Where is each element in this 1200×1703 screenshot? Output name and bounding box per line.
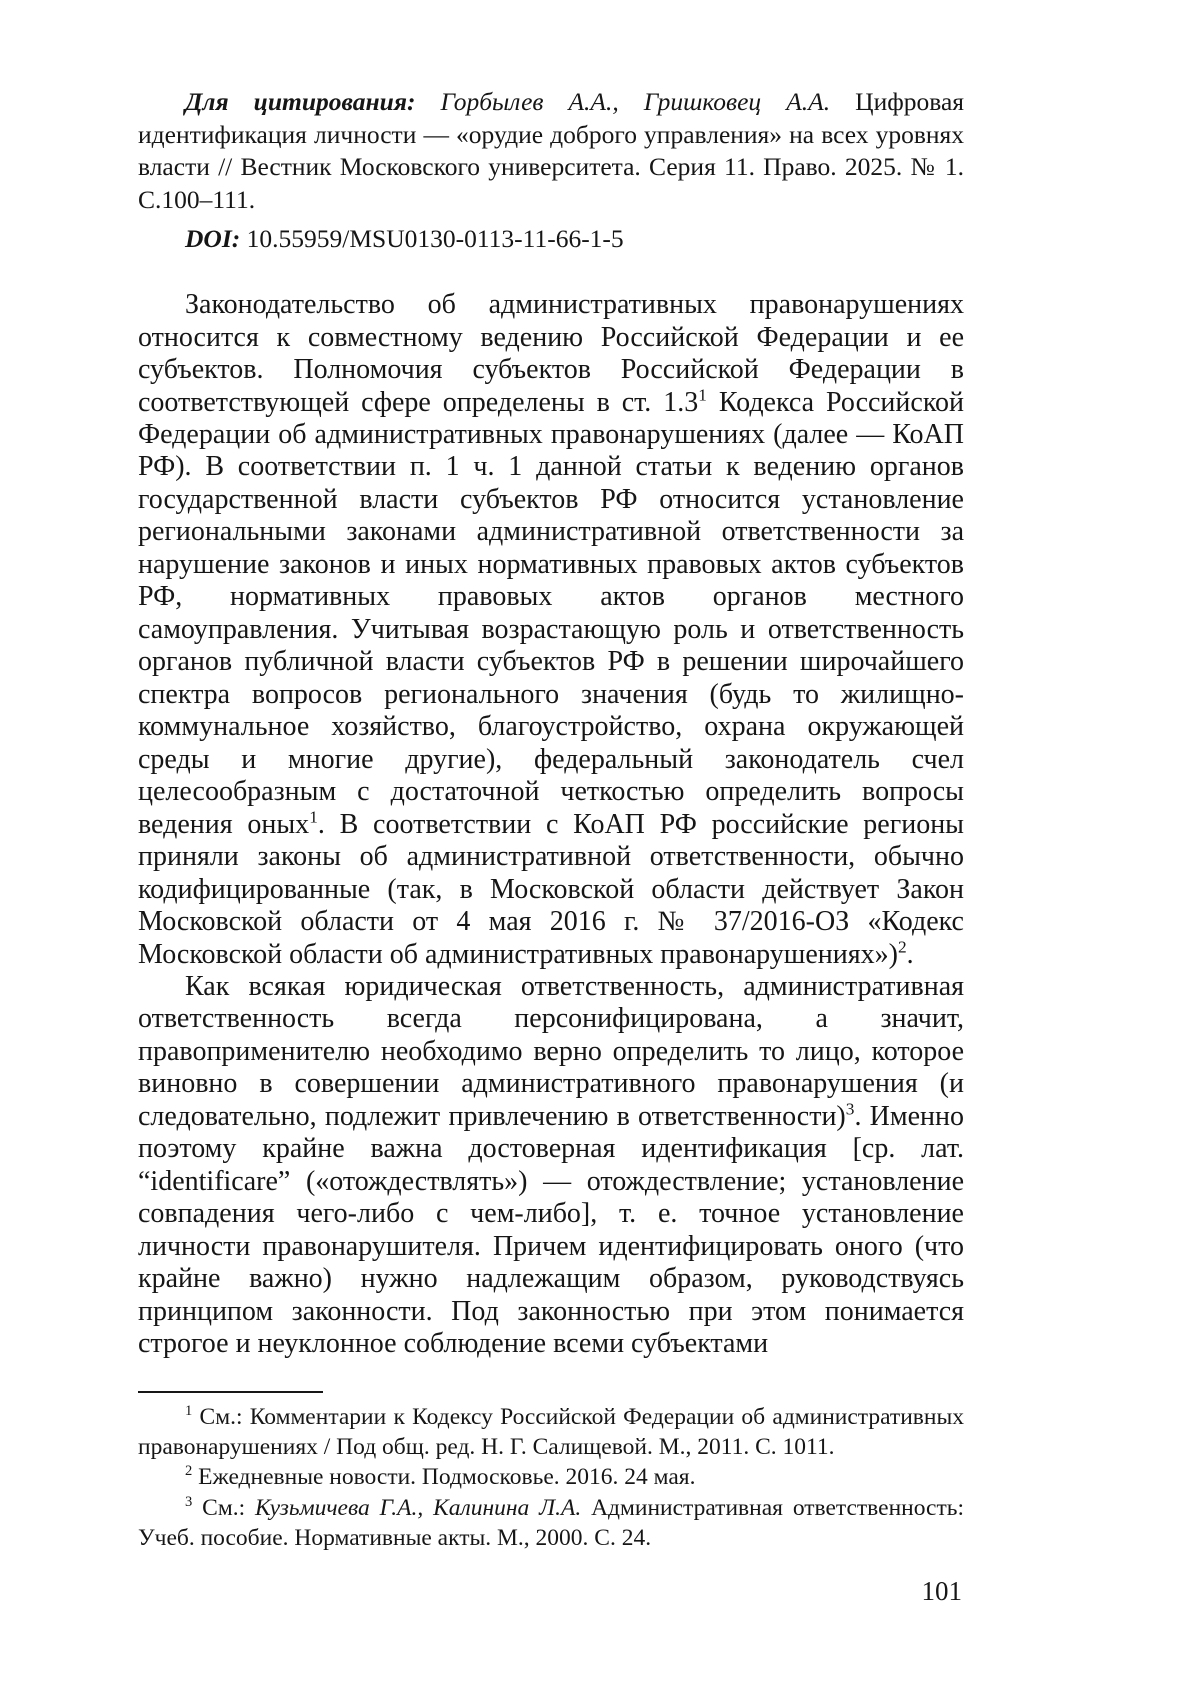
- footnote-marker: 3: [845, 1099, 855, 1119]
- body-paragraph: [138, 289, 964, 971]
- footnote: [138, 1402, 964, 1463]
- page-content: [138, 86, 964, 1553]
- text-segment: Ежедневные новости. Подмосковье. 2016. 24 мая.: [192, 1464, 696, 1491]
- text-segment: Горбылев А.А., Гришковец А.А.: [440, 87, 856, 116]
- text-segment: .: [906, 938, 914, 970]
- text-segment: 10.55959/MSU0130-0113-11-66-1-5: [246, 223, 624, 253]
- text-segment: Как всякая юридическая ответственность, административная ответственность всегда персонифицирована, а значит, правоприменителю необходимо верно определить то лицо, которое виновно в совершении административного правонарушения (и следовательно, подлежит привлечению в ответственности): [138, 970, 964, 1132]
- body-paragraph: [138, 971, 964, 1361]
- text-segment: См.: Комментарии к Кодексу Российской Федерации об административных правонарушениях / Под общ. ред. Н. Г. Салищевой. М., 2011. С. 1011.: [138, 1403, 964, 1460]
- footnote-marker: 1: [185, 1402, 193, 1419]
- footnote: [138, 1462, 964, 1492]
- text-segment: . В соответствии с КоАП РФ российские регионы приняли законы об административной ответственности, обычно кодифицированные (так, в Московской области действует Закон Московской области от 4 мая 2016 г. № 37/2016-ОЗ «Кодекс Московской области об административных правонарушениях»): [138, 808, 964, 970]
- footnote-marker: 2: [185, 1463, 193, 1480]
- footnotes-block: [138, 1402, 964, 1554]
- text-segment: Для цитирования:: [185, 87, 441, 116]
- page-number: 101: [921, 1576, 962, 1606]
- footnote-marker: 2: [897, 937, 907, 957]
- text-segment: . Именно поэтому крайне важна достоверная идентификация [ср. лат. “identificare” («отождествлять») — отождествление; установление совпадения чего-либо с чем-либо], т. е. точное установление личности правонарушителя. Причем идентифицировать оного (что крайне важно) нужно надлежащим образом, руководствуясь принципом законности. Под законностью при этом понимается строгое и неуклонное соблюдение всеми субъектами: [138, 1100, 964, 1360]
- footnote: [138, 1493, 964, 1554]
- text-segment: См.:: [192, 1494, 256, 1521]
- footnote-divider: [138, 1391, 323, 1393]
- text-segment: Административная ответственность: Учеб. пособие. Нормативные акты. М., 2000. С. 24.: [138, 1494, 964, 1551]
- doi-line: [138, 223, 964, 256]
- citation-block: [138, 86, 964, 217]
- footnote-marker: 3: [185, 1493, 193, 1510]
- article-body: [138, 289, 964, 1360]
- text-segment: DOI:: [185, 223, 247, 253]
- text-segment: Кодекса Российской Федерации об административных правонарушениях (далее — КоАП РФ). В соответствии п. 1 ч. 1 данной статьи к ведению органов государственной власти субъектов РФ относится установление региональными законами административной ответственности за нарушение законов и иных нормативных правовых актов субъектов РФ, нормативных правовых актов органов местного самоуправления. Учитывая возрастающую роль и ответственность органов публичной власти субъектов РФ в решении широчайшего спектра вопросов регионального значения (будь то жилищно-коммунальное хозяйство, благоустройство, охрана окружающей среды и многие другие), федеральный законодатель счел целесообразным с достаточной четкостью определить вопросы ведения оных: [138, 386, 964, 840]
- text-segment: Кузьмичева Г.А., Калинина Л.А.: [255, 1494, 582, 1521]
- footnote-marker: 1: [309, 807, 318, 827]
- footnote-marker: 1: [698, 385, 707, 405]
- text-segment: Цифровая идентификация личности — «орудие доброго управления» на всех уровнях власти // Вестник Московского университета. Серия 11. Право. 2025. № 1. С.100–111.: [138, 87, 964, 214]
- text-segment: Законодательство об административных правонарушениях относится к совместному ведению Российской Федерации и ее субъектов. Полномочия субъектов Российской Федерации в соответствующей сфере определены в ст. 1.3: [138, 289, 964, 418]
